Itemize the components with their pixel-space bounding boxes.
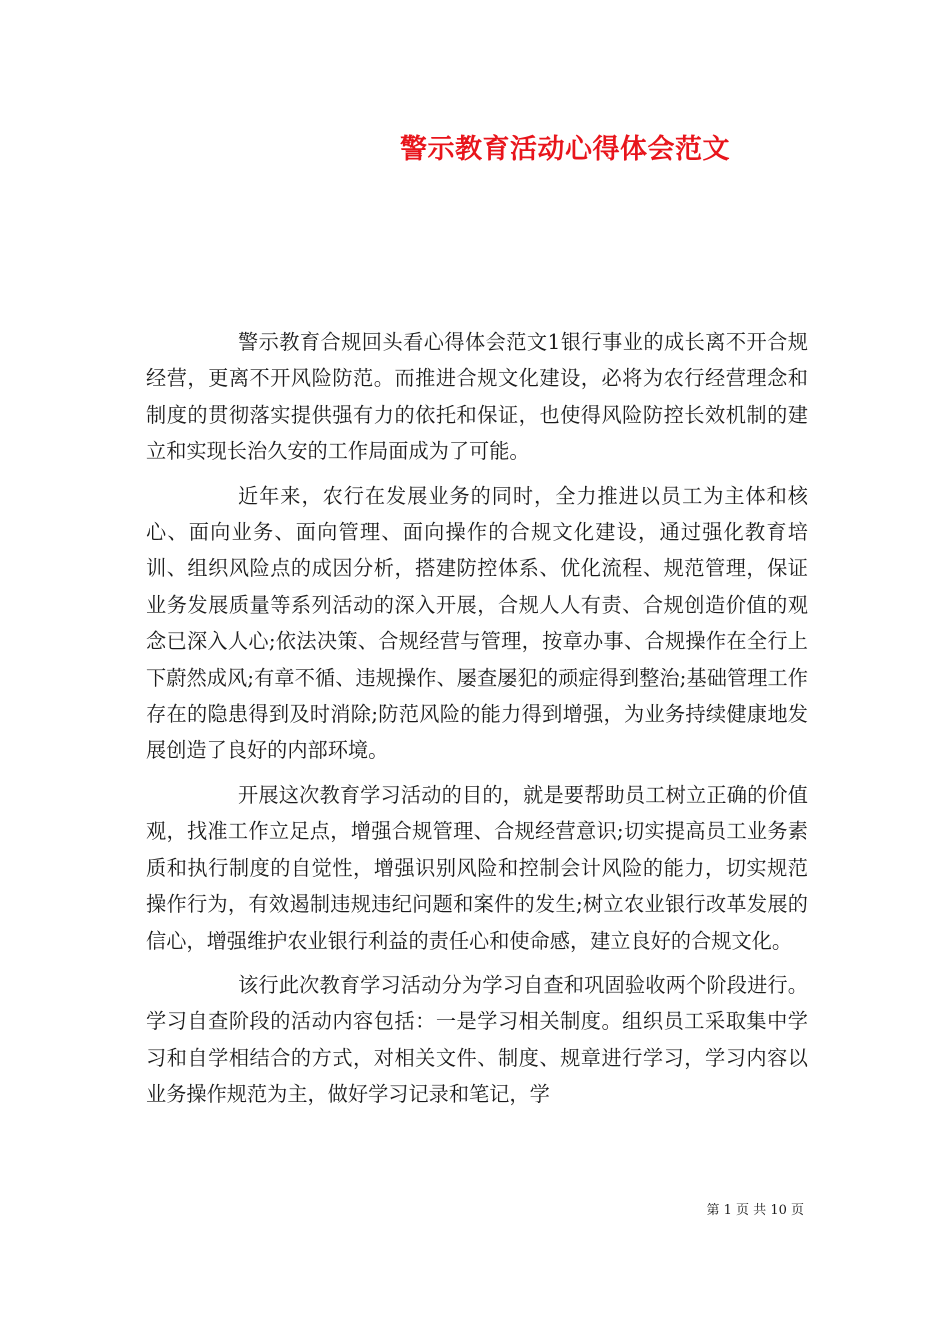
- paragraph: 警示教育合规回头看心得体会范文1银行事业的成长离不开合规经营，更离不开风险防范。而推进合规文化建设，必将为农行经营理念和制度的贯彻落实提供强有力的依托和保证，也使得风险防控长效机制的建立和实现长治久安的工作局面成为了可能。: [146, 330, 808, 464]
- page-number: 第 1 页 共 10 页: [706, 1203, 804, 1218]
- paragraph: 近年来，农行在发展业务的同时，全力推进以员工为主体和核心、面向业务、面向管理、面向操作的合规文化建设，通过强化教育培训、组织风险点的成因分析，搭建防控体系、优化流程、规范管理，保证业务发展质量等系列活动的深入开展，合规人人有责、合规创造价值的观念已深入人心;依法决策、合规经营与管理，按章办事、合规操作在全行上下蔚然成风;有章不循、违规操作、屡查屡犯的顽症得到整治;基础管理工作存在的隐患得到及时消除;防范风险的能力得到增强，为业务持续健康地发展创造了良好的内部环境。: [146, 483, 808, 763]
- paragraph: 开展这次教育学习活动的目的，就是要帮助员工树立正确的价值观，找准工作立足点，增强合规管理、合规经营意识;切实提高员工业务素质和执行制度的自觉性，增强识别风险和控制会计风险的能力，切实规范操作行为，有效遏制违规违纪问题和案件的发生;树立农业银行改革发展的信心，增强维护农业银行利益的责任心和使命感，建立良好的合规文化。: [146, 782, 808, 953]
- document-body: [146, 324, 808, 1121]
- paragraph: 该行此次教育学习活动分为学习自查和巩固验收两个阶段进行。学习自查阶段的活动内容包括：一是学习相关制度。组织员工采取集中学习和自学相结合的方式，对相关文件、制度、规章进行学习，学习内容以业务操作规范为主，做好学习记录和笔记，学: [146, 972, 808, 1107]
- document-title: 警示教育活动心得体会范文: [400, 134, 730, 165]
